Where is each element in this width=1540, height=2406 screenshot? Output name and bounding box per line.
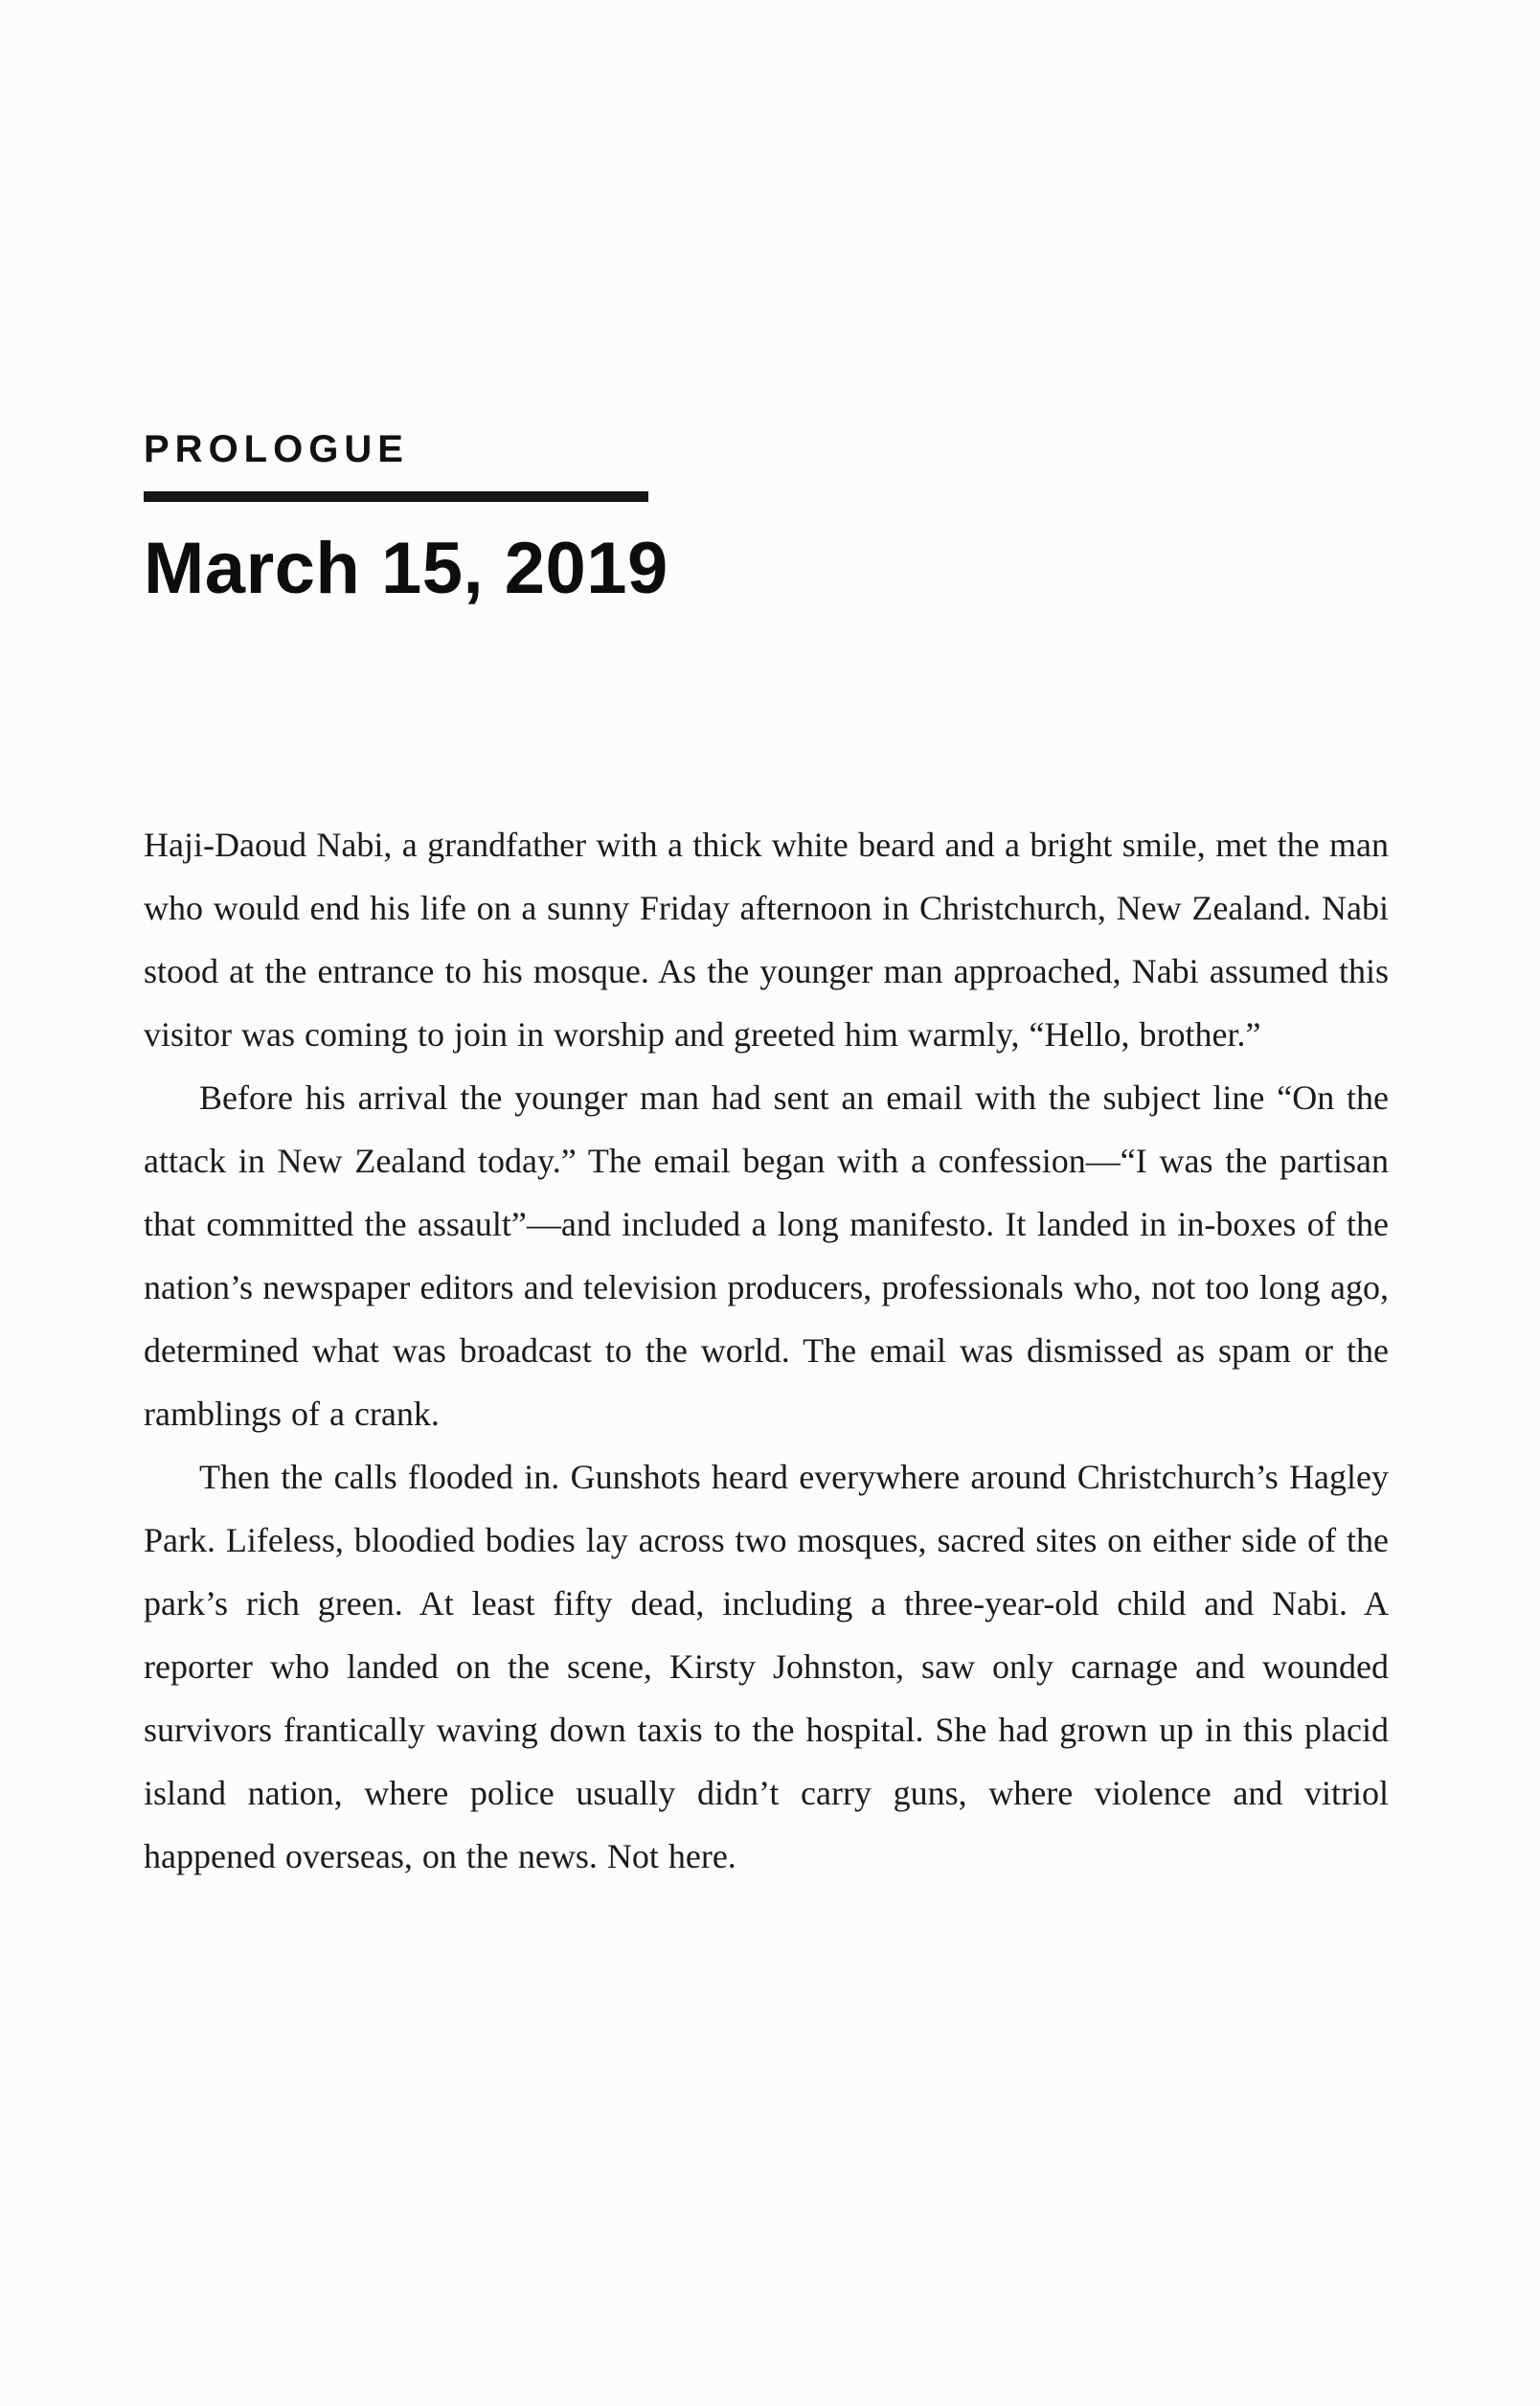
paragraph-1: Haji-Daoud Nabi, a grandfather with a thick white beard and a bright smile, met the man who would end his life on a sunny Friday afternoon in Christchurch, New Zealand. Nabi stood at the entrance to his mosque. As the younger man approached, Nabi assumed this visitor was coming to join in worship and greeted him warmly, “Hello, brother.” bbox=[144, 826, 1389, 1055]
paragraph-3: Then the calls flooded in. Gunshots heard everywhere around Christchurch’s Hagley Park. Lifeless, bloodied bodies lay across two mosques, sacred sites on either side of the park’s rich green. At least fifty dead, including a three-year-old child and Nabi. A reporter who landed on the scene, Kirsty Johnston, saw only carnage and wounded survivors frantically waving down taxis to the hospital. She had grown up in this placid island nation, where police usually didn’t carry guns, where violence and vitriol happened overseas, on the news. Not here. bbox=[144, 1458, 1389, 1876]
paragraph-2: Before his arrival the younger man had sent an email with the subject line “On the attack in New Zealand today.” The email began with a confession—“I was the partisan that committed the assault”—and included a long manifesto. It landed in in-boxes of the nation’s newspaper editors and television producers, professionals who, not too long ago, determined what was broadcast to the world. The email was dismissed as spam or the ramblings of a crank. bbox=[144, 1078, 1389, 1434]
chapter-title: March 15, 2019 bbox=[144, 528, 668, 609]
title-rule bbox=[144, 491, 648, 502]
body-text bbox=[144, 813, 1389, 1888]
chapter-header bbox=[144, 428, 1389, 610]
chapter-kicker: PROLOGUE bbox=[144, 428, 409, 470]
